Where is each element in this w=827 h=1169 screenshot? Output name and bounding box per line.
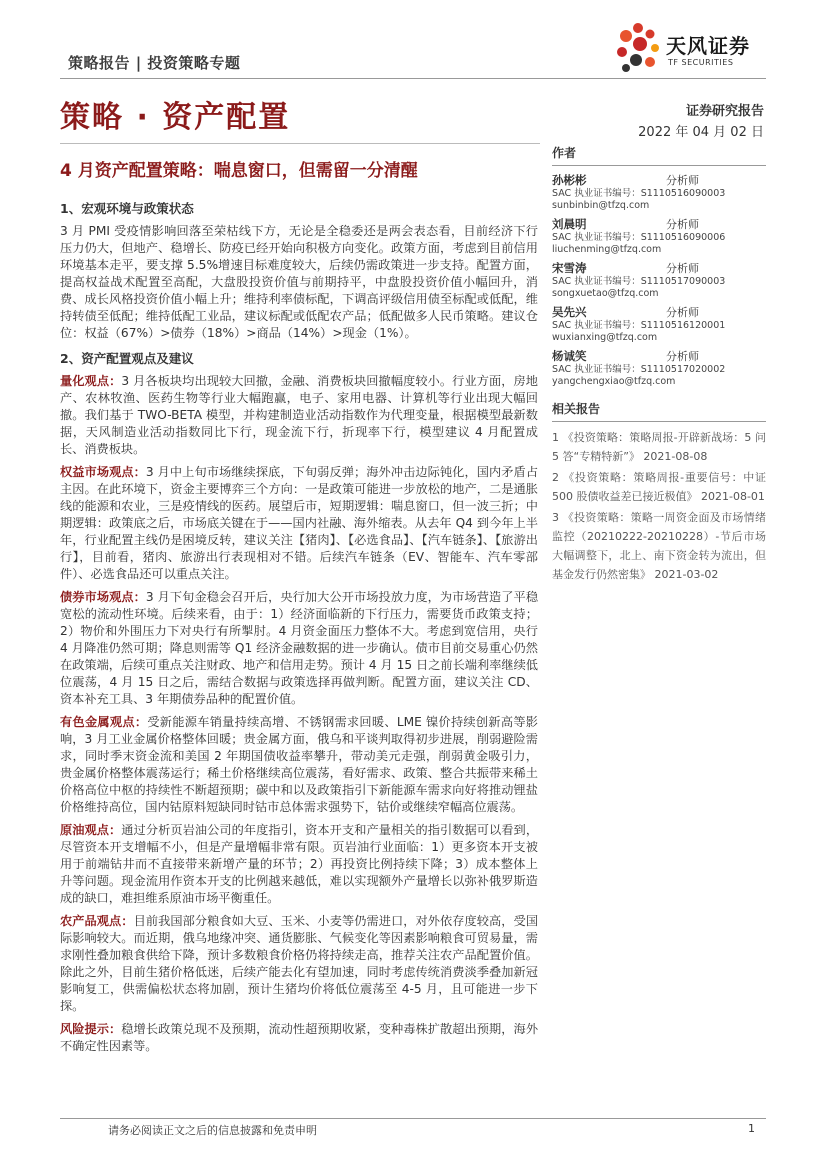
analyst-name: 宋雪涛 (552, 261, 587, 275)
paragraph-lead: 风险提示： (60, 1022, 122, 1036)
paragraph-lead: 农产品观点： (60, 914, 134, 928)
paragraph: 3 月 PMI 受疫情影响回落至荣枯线下方，无论是全稳委还是两会表态看，目前经济下行压力仍大，但地产、稳增长、防疫已经开始向积极方向变化。政策方面，考虑到目前信用环境基本走平，要支撑 5.5%增速目标难度较大，后续仍需政策进一步支持。配置方面，提高权益战术配置至高配，大盘股投资价值与前期持平，中盘股投资价值小幅回升，消费、成长风格投资价值小幅上升；维持利率债标配，下调高评级信用债至标配或低配，维持转债至低配；维持低配工业品，建议标配或低配农产品；低配做多人民币策略。建议仓位：权益（67%）>债券（18%）>商品（14%）>现金（1%）。 (60, 224, 538, 340)
paragraph-bond: 债券市场观点：3 月下旬金稳会召开后，央行加大公开市场投放力度，为市场营造了平稳宽松的流动性环境。后续来看，由于：1）经济面临新的下行压力，需要货币政策支持；2）物价和外围压力下对央行有所掣肘。4 月资金面压力整体不大。考虑到宽信用，央行 4 月降准仍然可期；降息则需等 Q1 经济金融数据的进一步确认。债市目前交易重心仍然在政策端，后续可重点关注财政、地产和信用走势。预计 4 月 15 日之前长端利率继续低位震荡，4 月 15 日之后，需结合数据与政策选择再做判断。配置方面，建议关注 CD、资本补充工具、3 年期债券品种的配置价值。 (60, 590, 539, 706)
analyst-card (552, 216, 766, 256)
analyst-sac: SAC 执业证书编号：S1110517090003 (552, 276, 726, 287)
footer-divider (60, 1118, 766, 1119)
report-date: 2022 年 04 月 02 日 (638, 125, 764, 140)
analyst-role: 分析师 (666, 262, 699, 275)
analyst-email[interactable]: yangchengxiao@tfzq.com (552, 376, 676, 387)
page-title: 策略 · 资产配置 (60, 100, 291, 135)
analyst-sac: SAC 执业证书编号：S1110516120001 (552, 320, 726, 331)
analyst-email[interactable]: liuchenming@tfzq.com (552, 244, 662, 255)
analyst-name: 孙彬彬 (552, 173, 587, 187)
analyst-role: 分析师 (666, 174, 699, 187)
paragraph-lead: 量化观点： (60, 374, 122, 388)
paragraph-lead: 有色金属观点： (60, 715, 148, 729)
paragraph-agri: 农产品观点：目前我国部分粮食如大豆、玉米、小麦等仍需进口，对外依存度较高，受国际影响较大。而近期，俄乌地缘冲突、通货膨胀、气候变化等因素影响粮食可贸易量，需求刚性叠加粮食供给下降，预计多数粮食价格仍将持续走高，推荐关注农产品配置价值。除此之外，目前生猪价格低迷，后续产能去化有望加速，同时考虑传统消费淡季叠加新冠影响复工，供需偏松状态将加剧，预计生猪均价将低位震荡至 4-5 月，且可能进一步下探。 (60, 914, 539, 1013)
section-heading: 1、宏观环境与政策状态 (60, 201, 194, 216)
report-type: 证券研究报告 (685, 104, 764, 119)
section-heading: 2、资产配置观点及建议 (60, 351, 194, 366)
analyst-card (552, 304, 766, 344)
paragraph-quant: 量化观点：3 月各板块均出现较大回撤，金融、消费板块回撤幅度较小。行业方面，房地产、农林牧渔、医药生物等行业大幅跑赢，电子、家用电器、计算机等行业出现大幅回撤。我们基于 TWO-BETA 模型，并构建制造业活动指数作为代理变量，根据模型最新数据，天风制造业活动指数同比下行，现金流下行，折现率下行，模型建议 4 月配置成长、消费板块。 (60, 374, 538, 456)
subtitle-divider (60, 143, 540, 144)
analyst-role: 分析师 (666, 306, 699, 319)
report-subtitle: 4 月资产配置策略：喘息窗口，但需留一分清醒 (60, 161, 418, 181)
analyst-sac: SAC 执业证书编号：S1110516090006 (552, 232, 726, 243)
paragraph-lead: 债券市场观点： (60, 590, 146, 604)
analyst-sac: SAC 执业证书编号：S1110517020002 (552, 364, 726, 375)
paragraph-lead: 原油观点： (60, 823, 122, 837)
logo-chinese-name: 天风证券 (666, 34, 750, 58)
analyst-name: 杨诚笑 (552, 349, 587, 363)
logo-english-name: TF SECURITIES (668, 58, 734, 67)
related-reports (552, 400, 766, 584)
related-report-link[interactable]: 2 《投资策略：策略周报-重要信号：中证 500 股债收益差已接近极值》 2021-08-01 (552, 471, 766, 503)
report-category: 策略报告 | 投资策略专题 (68, 54, 241, 72)
authors-heading: 作者 (552, 144, 766, 166)
company-logo (608, 22, 768, 76)
analyst-card (552, 172, 766, 212)
logo-mark-icon (608, 22, 664, 76)
analyst-email[interactable]: songxuetao@tfzq.com (552, 288, 659, 299)
analyst-sac: SAC 执业证书编号：S1110516090003 (552, 188, 726, 199)
paragraph-metals: 有色金属观点：受新能源车销量持续高增、不锈钢需求回暖、LME 镍价持续创新高等影响，3 月工业金属价格整体回暖；贵金属方面，俄乌和平谈判取得初步进展，削弱避险需求，同时季末资金流和美国 2 年期国债收益率攀升，带动美元走强，削弱黄金吸引力，贵金属价格整体震荡运行；稀土价格继续高位震荡，看好需求、政策、整合共振带来稀土价格高位中枢的持续性不断超预期；碳中和以及政策指引下新能源车需求向好将推动锂盐价格维持高位，国内钴原料短缺同时钴市总体需求强势下，钴价或继续窄幅高位震荡。 (60, 715, 538, 814)
paragraph-lead: 权益市场观点： (60, 465, 146, 479)
related-heading: 相关报告 (552, 400, 766, 422)
main-content (60, 200, 538, 1061)
paragraph-risk: 风险提示：稳增长政策兑现不及预期，流动性超预期收紧，变种毒株扩散超出预期，海外不确定性因素等。 (60, 1022, 539, 1053)
analyst-card (552, 260, 766, 300)
header-divider (60, 78, 766, 79)
analyst-name: 吴先兴 (552, 305, 587, 319)
related-report-link[interactable]: 1 《投资策略：策略周报-开辟新战场：5 问 5 答“专精特新”》 2021-08-08 (552, 431, 766, 463)
sidebar (552, 144, 766, 586)
paragraph-oil: 原油观点：通过分析页岩油公司的年度指引，资本开支和产量相关的指引数据可以看到，尽管资本开支增幅不小，但是产量增幅非常有限。页岩油行业面临：1）更多资本开支被用于前端钻井而不直接带来新增产量的环节；2）再投资比例持续下降；3）成本整体上升等问题。现金流用作资本开支的比例越来越低，难以实现额外产量增长以弥补俄罗斯造成的缺口，难担维系原油市场平衡重任。 (60, 823, 539, 905)
analyst-name: 刘晨明 (552, 217, 587, 231)
analyst-card (552, 348, 766, 388)
analyst-email[interactable]: sunbinbin@tfzq.com (552, 200, 650, 211)
paragraph-equity: 权益市场观点：3 月中上旬市场继续探底，下旬弱反弹；海外冲击边际钝化，国内矛盾占主因。在此环境下，资金主要博弈三个方向：一是政策可能进一步放松的地产，二是通胀线的能源和农业，三是疫情线的医药。展望后市，短期逻辑：喘息窗口，但一波三折；中期逻辑：政策底之后，市场底关键在于——国内社融、海外缩表。从去年 Q4 到今年上半年，行业配置主线仍是困境反转，建议关注【猪肉】、【必选食品】、【汽车链条】、【旅游出行】，目前看，猪肉、旅游出行表现相对不错。后续汽车链条（EV、智能车、汽车零部件）、必选食品还可以重点关注。 (60, 465, 539, 581)
footer-disclaimer: 请务必阅读正文之后的信息披露和免责申明 (108, 1124, 317, 1137)
page-number: 1 (748, 1122, 755, 1135)
analyst-role: 分析师 (666, 350, 699, 363)
analyst-role: 分析师 (666, 218, 699, 231)
analyst-email[interactable]: wuxianxing@tfzq.com (552, 332, 658, 343)
related-report-link[interactable]: 3 《投资策略：策略一周资金面及市场情绪监控（20210222-20210228）-节后市场大幅调整下，北上、南下资金转为流出，但基金发行仍然密集》 2021-03-02 (552, 511, 766, 581)
